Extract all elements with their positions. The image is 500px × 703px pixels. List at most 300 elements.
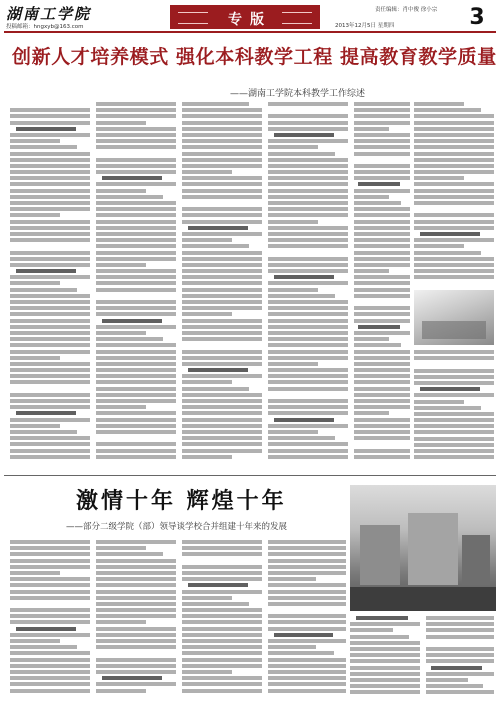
text-line	[182, 393, 262, 397]
text-line	[96, 577, 176, 581]
text-line	[268, 455, 348, 459]
feature-subheadline: ——部分二级学院（部）领导谈学校合并组建十年来的发展	[66, 522, 288, 532]
text-line	[268, 145, 318, 149]
text-line	[96, 633, 176, 637]
text-line	[268, 201, 348, 205]
text-line	[414, 158, 494, 162]
article-headline: 创新人才培养模式 强化本科教学工程 提高教育教学质量	[12, 46, 497, 68]
text-line	[10, 238, 90, 242]
text-line	[16, 411, 76, 415]
issue-date: 2013年12月5日 星期四	[335, 23, 395, 29]
text-line	[414, 424, 494, 428]
text-line	[10, 350, 90, 354]
text-line	[182, 337, 262, 341]
text-line	[96, 571, 176, 575]
text-line	[268, 306, 348, 310]
text-line	[96, 257, 176, 261]
text-line	[268, 325, 348, 329]
text-line	[182, 220, 262, 224]
text-line	[10, 288, 77, 292]
text-line	[414, 418, 494, 422]
text-line	[414, 375, 494, 379]
text-line	[96, 350, 176, 354]
text-line	[10, 201, 90, 205]
text-line	[96, 442, 176, 446]
feature-headline: 激情十年 辉煌十年	[76, 488, 287, 514]
text-line	[268, 213, 348, 217]
text-line	[182, 176, 262, 180]
text-line	[182, 170, 232, 174]
text-line	[268, 170, 348, 174]
text-line	[414, 207, 494, 211]
text-line	[414, 251, 481, 255]
text-line	[274, 275, 334, 279]
text-line	[182, 195, 262, 199]
text-line	[10, 571, 60, 575]
text-line	[188, 368, 248, 372]
text-line	[426, 635, 494, 639]
text-line	[354, 263, 410, 267]
text-line	[10, 207, 90, 211]
text-line	[96, 139, 176, 143]
text-line	[268, 350, 348, 354]
text-line	[10, 356, 60, 360]
text-line	[414, 127, 494, 131]
text-line	[182, 449, 262, 453]
text-line	[96, 294, 176, 298]
text-line	[354, 275, 410, 279]
text-line	[96, 108, 176, 112]
text-line	[414, 133, 494, 137]
text-line	[268, 552, 346, 556]
text-line	[182, 288, 262, 292]
text-line	[182, 651, 262, 655]
text-line	[10, 436, 90, 440]
text-line	[354, 244, 410, 248]
text-line	[96, 201, 176, 205]
text-line	[268, 424, 348, 428]
text-line	[182, 263, 262, 267]
text-line	[182, 319, 262, 323]
text-line	[96, 596, 176, 600]
text-line	[268, 399, 348, 403]
text-line	[16, 127, 76, 131]
text-line	[354, 436, 410, 440]
text-line	[96, 263, 146, 267]
text-line	[102, 176, 162, 180]
text-line	[350, 684, 420, 688]
text-line	[102, 319, 162, 323]
text-line	[414, 152, 494, 156]
text-line	[354, 102, 410, 106]
text-line	[10, 565, 90, 569]
text-line	[96, 559, 176, 563]
text-line	[10, 590, 90, 594]
text-line	[96, 275, 176, 279]
text-line	[414, 213, 494, 217]
text-line	[268, 430, 318, 434]
text-line	[182, 232, 262, 236]
text-line	[182, 325, 262, 329]
text-line	[356, 616, 409, 620]
text-line	[274, 418, 334, 422]
text-line	[10, 108, 90, 112]
text-line	[354, 306, 410, 310]
text-line	[268, 405, 348, 409]
text-line	[96, 664, 176, 668]
text-line	[268, 596, 346, 600]
text-line	[414, 406, 481, 410]
text-line	[354, 133, 410, 137]
text-line	[414, 393, 494, 397]
text-line	[354, 145, 410, 149]
text-line	[10, 139, 60, 143]
text-line	[414, 189, 494, 193]
text-line	[420, 387, 480, 391]
text-line	[10, 645, 77, 649]
text-line	[268, 257, 348, 261]
text-line	[182, 418, 262, 422]
text-line	[354, 176, 410, 180]
text-line	[182, 552, 262, 556]
text-line	[96, 362, 176, 366]
text-line	[354, 232, 410, 236]
text-line	[354, 294, 410, 298]
text-line	[426, 678, 468, 682]
text-line	[350, 678, 420, 682]
text-line	[96, 238, 176, 242]
text-line	[96, 331, 146, 335]
text-line	[96, 670, 176, 674]
text-line	[354, 380, 410, 384]
text-line	[182, 399, 262, 403]
text-line	[10, 430, 77, 434]
text-line	[268, 251, 348, 255]
text-line	[10, 275, 90, 279]
text-line	[96, 189, 146, 193]
text-line	[414, 201, 494, 205]
text-line	[10, 362, 90, 366]
text-line	[182, 213, 262, 217]
text-line	[10, 244, 90, 248]
text-line	[96, 127, 176, 131]
text-line	[182, 602, 249, 606]
text-line	[96, 312, 176, 316]
text-line	[414, 195, 494, 199]
text-line	[102, 676, 162, 680]
text-line	[414, 455, 494, 459]
text-line	[268, 639, 346, 643]
text-line	[420, 232, 480, 236]
text-line	[426, 672, 494, 676]
article-subheadline: ——湖南工学院本科教学工作综述	[230, 89, 366, 99]
text-line	[182, 436, 262, 440]
text-line	[268, 658, 346, 662]
text-line	[10, 189, 90, 193]
text-line	[268, 182, 348, 186]
text-line	[10, 182, 90, 186]
text-line	[96, 164, 176, 168]
text-line	[268, 331, 348, 335]
text-line	[10, 577, 90, 581]
text-line	[354, 405, 410, 409]
text-line	[350, 659, 420, 663]
text-line	[182, 676, 262, 680]
text-line	[268, 614, 346, 618]
feature-column-1	[10, 540, 90, 698]
text-line	[182, 158, 262, 162]
building-photo	[350, 485, 496, 611]
text-line	[354, 300, 410, 304]
text-line	[182, 164, 262, 168]
text-line	[10, 102, 90, 106]
text-line	[96, 608, 176, 612]
text-line	[354, 374, 410, 378]
text-line	[10, 658, 90, 662]
text-line	[10, 170, 90, 174]
text-line	[10, 343, 90, 347]
banner-decoration-left	[178, 12, 208, 24]
text-line	[182, 201, 262, 205]
text-line	[268, 189, 348, 193]
text-line	[182, 614, 262, 618]
text-line	[10, 220, 90, 224]
text-line	[10, 449, 90, 453]
text-line	[10, 281, 60, 285]
text-line	[10, 300, 90, 304]
text-line	[96, 418, 176, 422]
text-line	[182, 670, 232, 674]
article-column-5	[354, 102, 410, 467]
text-line	[414, 412, 494, 416]
text-line	[268, 602, 346, 606]
text-line	[182, 182, 262, 186]
text-line	[354, 356, 410, 360]
text-line	[96, 583, 176, 587]
text-line	[182, 306, 262, 310]
text-line	[354, 127, 389, 131]
text-line	[268, 689, 346, 693]
text-line	[188, 226, 248, 230]
text-line	[268, 670, 346, 674]
text-line	[182, 387, 249, 391]
text-line	[96, 682, 176, 686]
text-line	[414, 275, 494, 279]
text-line	[354, 387, 410, 391]
text-line	[182, 689, 262, 693]
text-line	[268, 374, 348, 378]
text-line	[96, 251, 176, 255]
text-line	[182, 257, 262, 261]
text-line	[268, 664, 346, 668]
text-line	[426, 641, 494, 645]
text-line	[431, 666, 482, 670]
text-line	[426, 659, 494, 663]
text-line	[182, 114, 262, 118]
text-line	[10, 620, 90, 624]
text-line	[354, 201, 401, 205]
text-line	[10, 331, 90, 335]
text-line	[96, 170, 176, 174]
text-line	[358, 325, 400, 329]
text-line	[414, 437, 494, 441]
text-line	[268, 682, 346, 686]
text-line	[354, 312, 410, 316]
article-column-2	[96, 102, 176, 467]
text-line	[182, 608, 262, 612]
text-line	[268, 244, 348, 248]
text-line	[268, 559, 346, 563]
text-line	[268, 540, 346, 544]
text-line	[182, 238, 232, 242]
feature-column-6	[426, 616, 494, 698]
text-line	[268, 577, 316, 581]
text-line	[182, 577, 262, 581]
text-line	[354, 418, 410, 422]
text-line	[354, 170, 410, 174]
text-line	[350, 641, 420, 645]
text-line	[16, 269, 76, 273]
text-line	[354, 281, 410, 285]
text-line	[10, 294, 90, 298]
text-line	[414, 226, 494, 230]
text-line	[96, 368, 176, 372]
text-line	[96, 269, 176, 273]
text-line	[10, 442, 90, 446]
text-line	[182, 275, 262, 279]
text-line	[414, 139, 494, 143]
text-line	[268, 393, 348, 397]
text-line	[10, 676, 90, 680]
text-line	[268, 195, 348, 199]
text-line	[10, 368, 90, 372]
text-line	[268, 627, 346, 631]
text-line	[96, 540, 176, 544]
text-line	[96, 325, 176, 329]
text-line	[10, 337, 90, 341]
section-banner	[170, 5, 320, 29]
text-line	[268, 442, 348, 446]
text-line	[354, 442, 410, 446]
text-line	[10, 226, 90, 230]
text-line	[96, 343, 176, 347]
text-line	[182, 374, 262, 378]
article-column-6	[414, 102, 494, 284]
text-line	[354, 430, 410, 434]
text-line	[414, 381, 494, 385]
text-line	[354, 152, 410, 156]
text-line	[354, 189, 410, 193]
text-line	[96, 436, 176, 440]
text-line	[268, 362, 318, 366]
header-rule	[4, 31, 496, 33]
text-line	[96, 300, 176, 304]
text-line	[182, 207, 262, 211]
text-line	[414, 350, 494, 354]
text-line	[96, 380, 176, 384]
text-line	[10, 546, 90, 550]
text-line	[96, 546, 146, 550]
text-line	[268, 590, 346, 594]
text-line	[96, 627, 176, 631]
feature-column-5	[350, 616, 420, 698]
text-line	[96, 424, 176, 428]
text-line	[10, 133, 90, 137]
text-line	[182, 300, 262, 304]
text-line	[10, 213, 60, 217]
text-line	[96, 288, 176, 292]
text-line	[96, 658, 176, 662]
text-line	[182, 331, 262, 335]
text-line	[10, 664, 90, 668]
article-column-7	[414, 350, 494, 467]
text-line	[268, 356, 348, 360]
text-line	[354, 393, 410, 397]
text-line	[350, 635, 409, 639]
text-line	[414, 121, 494, 125]
text-line	[10, 455, 90, 459]
text-line	[182, 405, 262, 409]
text-line	[182, 664, 262, 668]
text-line	[10, 114, 90, 118]
text-line	[268, 565, 346, 569]
text-line	[182, 546, 262, 550]
text-line	[96, 552, 163, 556]
text-line	[96, 207, 176, 211]
page-number: 3	[469, 5, 485, 30]
submission-email: 投稿邮箱：hngxyb@163.com	[6, 24, 84, 30]
text-line	[182, 281, 262, 285]
text-line	[96, 158, 176, 162]
text-line	[414, 443, 494, 447]
text-line	[414, 238, 494, 242]
text-line	[188, 583, 248, 587]
text-line	[268, 449, 348, 453]
text-line	[10, 682, 90, 686]
text-line	[354, 288, 410, 292]
text-line	[350, 672, 420, 676]
text-line	[426, 690, 494, 694]
section-divider	[4, 475, 496, 476]
text-line	[10, 559, 90, 563]
text-line	[96, 411, 176, 415]
feature-column-3	[182, 540, 262, 698]
text-line	[182, 152, 262, 156]
text-line	[268, 380, 348, 384]
text-line	[268, 319, 348, 323]
text-line	[414, 182, 494, 186]
masthead-logo: 湖南工学院	[6, 5, 92, 23]
text-line	[268, 114, 348, 118]
text-line	[182, 244, 249, 248]
text-line	[10, 651, 90, 655]
text-line	[10, 232, 90, 236]
text-line	[268, 164, 348, 168]
text-line	[268, 676, 346, 680]
text-line	[354, 195, 389, 199]
text-line	[354, 362, 410, 366]
text-line	[268, 152, 335, 156]
text-line	[414, 356, 494, 360]
text-line	[268, 571, 346, 575]
text-line	[182, 350, 262, 354]
text-line	[182, 627, 262, 631]
text-line	[182, 633, 262, 637]
text-line	[354, 114, 410, 118]
text-line	[350, 690, 420, 694]
text-line	[10, 540, 90, 544]
text-line	[414, 176, 464, 180]
